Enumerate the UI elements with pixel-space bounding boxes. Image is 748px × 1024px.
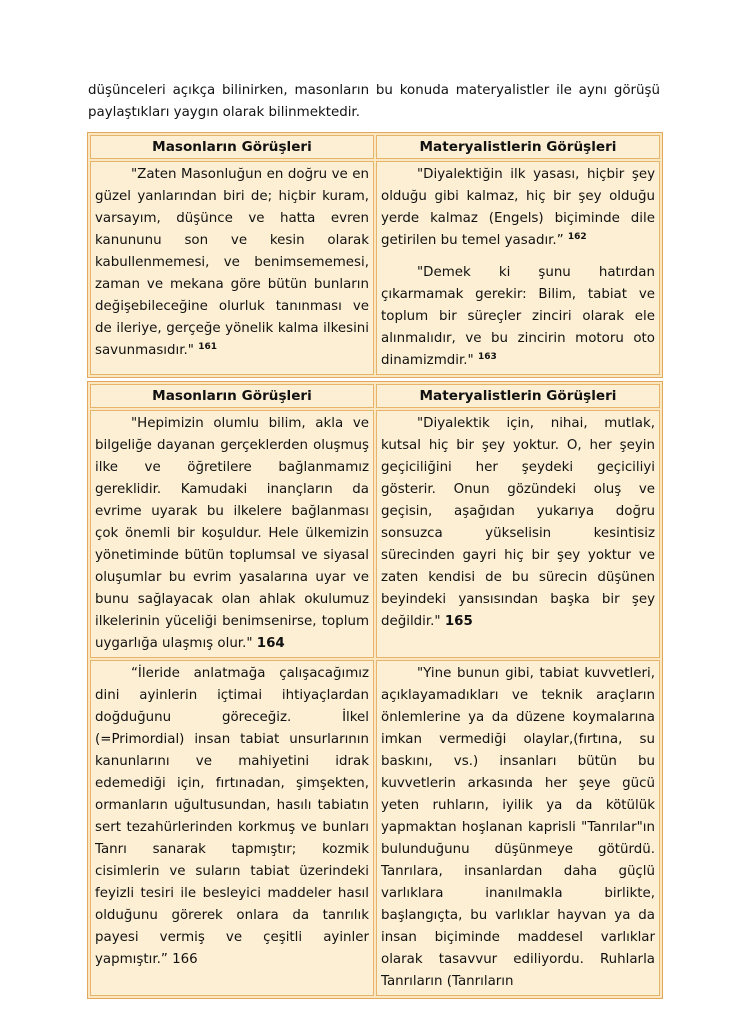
- footnote-162: 162: [567, 232, 587, 242]
- table2-masons-cell-2: [90, 660, 374, 996]
- footnote-164: 164: [256, 636, 285, 651]
- mason-quote-164: "Hepimizin olumlu bilim, akla ve bilgeliğe dayanan gerçeklerden oluşmuş ilke ve öğretilere bağlanmamız gereklidir. Kamudaki inançların da evrime uyarak bu ilkelere bağlanması çok önemli bir koşuldur. Hele ülkemizin yönetiminde bütün toplumsal ve siyasal oluşumlar bu evrim yasalarına uyar ve bunu sağlayacak olan ahlak okulumuz ilkelerinin yüceliği benimsenirse, toplum uygarlığa ulaşmış olur." 164: [95, 416, 369, 651]
- table2-masons-cell-1: [90, 410, 374, 658]
- materialist-quote-165: "Diyalektik için, nihai, mutlak, kutsal hiç bir şey yoktur. O, her şeyin geçiciliğini her şeydeki geçiciliyi gösterir. Onun gözündeki oluş ve geçisin, aşağıdan yukarıya doğru sonsuzca yükselisin kesintisiz sürecinden gayri hiç bir şey yoktur ve zaten kendisi de bu sürecin düşünen beyindeki yansısından başka bir şey değildir." 165: [381, 416, 655, 629]
- materialist-quote-162: "Diyalektiğin ilk yasası, hiçbir şey olduğu gibi kalmaz, hiç bir şey olduğu yerde kalmaz (Engels) biçiminde dile getirilen bu temel yasadır.” $^{162}$: [381, 167, 655, 248]
- materialist-quote-163: "Demek ki şunu hatırdan çıkarmamak gerekir: Bilim, tabiat ve toplum bir süreçler zinciri olarak ele alınmalıdır, ve bu zincirin motoru oto dinamizmdir." $^{163}$: [381, 265, 655, 368]
- table1-masons-cell: [90, 161, 374, 375]
- footnote-163: 163: [477, 352, 497, 362]
- materialist-quote-continued: "Yine bunun gibi, tabiat kuvvetleri, açıklayamadıkları ve teknik araçların önlemlerine ya da düzene koymalarına imkan vermediği olaylar,(fırtına, su baskını, vs.) insanları bütün bu kuvvetlerin arkasında her şeye gücü yeten ruhların, iyilik ya da kötülük yapmaktan hoşlanan kaprisli "Tanrılar"ın bulunduğunu düşünmeye götürdü. Tanrılara, insanlardan daha güçlü varlıklara inanılmakla birlikte, başlangıçta, bu varlıklar hayvan ya da insan biçiminde maddesel varlıklar olarak tasavvur ediliyordu. Ruhlarla Tanrıların (Tanrıların: [381, 666, 655, 989]
- comparison-table-2: [87, 381, 663, 999]
- comparison-table-1: [87, 132, 663, 378]
- table1-head-materialists: Materyalistlerin Görüşleri: [376, 135, 660, 159]
- table2-materialists-cell-2: [376, 660, 660, 996]
- intro-paragraph: düşünceleri açıkça bilinirken, masonların bu konuda materyalistler ile aynı görüşü paylaştıkları yaygın olarak bilinmektedir.: [88, 83, 660, 120]
- mason-quote-166: “İleride anlatmağa çalışacağımız dini ayinlerin içtimai ihtiyaçlardan doğduğunu göreceğiz. İlkel (=Primordial) insan tabiat unsurlarının kanunlarını ve mahiyetini idrak edemediği için, fırtınadan, şimşekten, ormanların uğultusundan, hasılı tabiatın sert tezahürlerinden korkmuş ve bunları Tanrı sanarak tapmıştır; kozmik cisimlerin ve suların tabiat üzerindeki feyizli tesiri ile besleyici maddeler hasıl olduğunu görerek onlara da tanrılık payesi vermiş ve çeşitli ayinler yapmıştır.” 166: [95, 666, 369, 967]
- table1-head-masons: Masonların Görüşleri: [90, 135, 374, 159]
- table2-head-masons: Masonların Görüşleri: [90, 384, 374, 408]
- table1-materialists-cell: [376, 161, 660, 375]
- mason-quote-161: "Zaten Masonluğun en doğru ve en güzel yanlarından biri de; hiçbir kuram, varsayım, düşünce ve hatta evren kanununu son ve kesin olarak kabullenmemesi, ve benimsememesi, zaman ve mekana göre bütün bunların değişebileceğine olurluk tanınması ve de ileriye, gerçeğe yönelik kalma ilkesini savunmasıdır." $^{161}$: [95, 167, 369, 358]
- table2-materialists-cell-1: [376, 410, 660, 658]
- table2-head-materialists: Materyalistlerin Görüşleri: [376, 384, 660, 408]
- footnote-165: 165: [444, 614, 473, 629]
- footnote-161: 161: [198, 342, 218, 352]
